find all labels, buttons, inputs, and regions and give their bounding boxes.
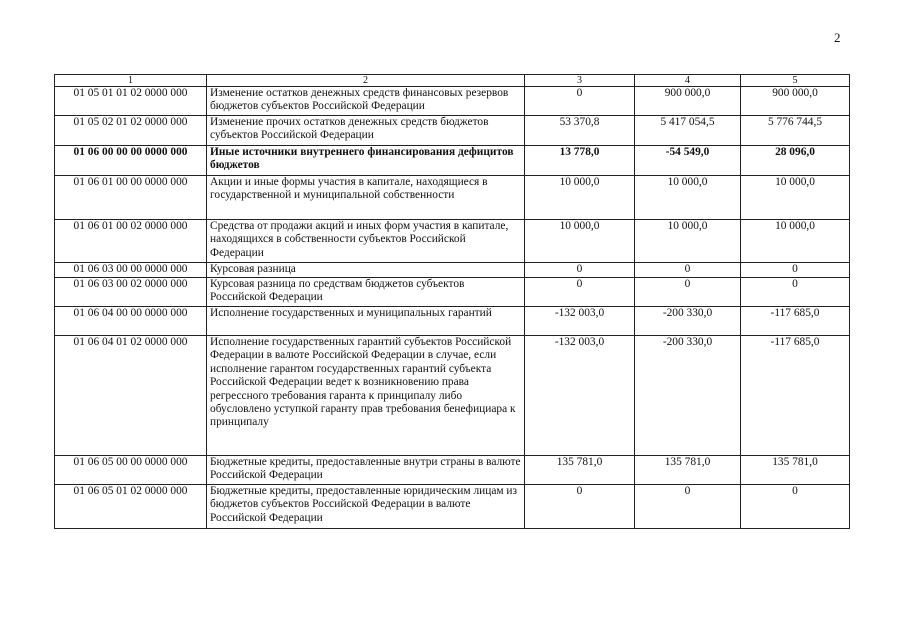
value-col4: 10 000,0	[635, 176, 741, 220]
value-col5: 0	[741, 263, 850, 278]
table-row	[55, 220, 850, 263]
table-row	[55, 336, 850, 456]
value-col3: 135 781,0	[525, 456, 635, 485]
table-row	[55, 278, 850, 307]
column-number: 3	[525, 75, 635, 87]
value-col5: 5 776 744,5	[741, 116, 850, 146]
row-name: Исполнение государственных гарантий субъектов Российской Федерации в валюте Российской Федерации в случае, если исполнение гарантом государственных гарантий субъекта Российской Федерации ведет к возникновению права регрессного требования гаранта к принципалу либо обусловлено уступкой гаранту прав требования бенефициара к принципалу	[207, 336, 525, 456]
value-col3: 0	[525, 87, 635, 116]
value-col5: 10 000,0	[741, 176, 850, 220]
value-col5: -117 685,0	[741, 336, 850, 456]
row-name: Курсовая разница	[207, 263, 525, 278]
value-col4: 0	[635, 263, 741, 278]
row-name: Бюджетные кредиты, предоставленные внутри страны в валюте Российской Федерации	[207, 456, 525, 485]
classification-code: 01 06 03 00 02 0000 000	[55, 278, 207, 307]
row-name: Средства от продажи акций и иных форм участия в капитале, находящихся в собственности субъектов Российской Федерации	[207, 220, 525, 263]
value-col4: 900 000,0	[635, 87, 741, 116]
value-col4: 0	[635, 485, 741, 529]
classification-code: 01 06 04 00 00 0000 000	[55, 307, 207, 336]
value-col4: 5 417 054,5	[635, 116, 741, 146]
classification-code: 01 05 02 01 02 0000 000	[55, 116, 207, 146]
classification-code: 01 06 03 00 00 0000 000	[55, 263, 207, 278]
classification-code: 01 06 01 00 02 0000 000	[55, 220, 207, 263]
row-name: Исполнение государственных и муниципальных гарантий	[207, 307, 525, 336]
value-col4: 10 000,0	[635, 220, 741, 263]
value-col3: 0	[525, 485, 635, 529]
column-number-row	[55, 75, 850, 87]
table-row	[55, 307, 850, 336]
row-name: Изменение остатков денежных средств финансовых резервов бюджетов субъектов Российской Федерации	[207, 87, 525, 116]
value-col5: 900 000,0	[741, 87, 850, 116]
table-row	[55, 263, 850, 278]
value-col3: 10 000,0	[525, 220, 635, 263]
table-row	[55, 485, 850, 529]
column-number: 4	[635, 75, 741, 87]
value-col3: -132 003,0	[525, 336, 635, 456]
value-col5: -117 685,0	[741, 307, 850, 336]
value-col5: 10 000,0	[741, 220, 850, 263]
column-number: 1	[55, 75, 207, 87]
budget-sources-table	[54, 74, 850, 529]
column-number: 5	[741, 75, 850, 87]
value-col5: 28 096,0	[741, 146, 850, 176]
value-col5: 0	[741, 278, 850, 307]
value-col3: 13 778,0	[525, 146, 635, 176]
page-number: 2	[834, 30, 841, 45]
value-col3: -132 003,0	[525, 307, 635, 336]
value-col5: 135 781,0	[741, 456, 850, 485]
value-col5: 0	[741, 485, 850, 529]
classification-code: 01 06 04 01 02 0000 000	[55, 336, 207, 456]
value-col3: 53 370,8	[525, 116, 635, 146]
row-name: Иные источники внутреннего финансирования дефицитов бюджетов	[207, 146, 525, 176]
value-col4: -54 549,0	[635, 146, 741, 176]
table-row	[55, 176, 850, 220]
value-col3: 10 000,0	[525, 176, 635, 220]
classification-code: 01 05 01 01 02 0000 000	[55, 87, 207, 116]
classification-code: 01 06 01 00 00 0000 000	[55, 176, 207, 220]
value-col4: -200 330,0	[635, 307, 741, 336]
table-row	[55, 456, 850, 485]
table-row	[55, 116, 850, 146]
value-col3: 0	[525, 263, 635, 278]
table-row	[55, 87, 850, 116]
column-number: 2	[207, 75, 525, 87]
value-col4: 0	[635, 278, 741, 307]
table-row	[55, 146, 850, 176]
row-name: Бюджетные кредиты, предоставленные юридическим лицам из бюджетов субъектов Российской Федерации в валюте Российской Федерации	[207, 485, 525, 529]
row-name: Акции и иные формы участия в капитале, находящиеся в государственной и муниципальной собственности	[207, 176, 525, 220]
classification-code: 01 06 05 01 02 0000 000	[55, 485, 207, 529]
value-col3: 0	[525, 278, 635, 307]
classification-code: 01 06 05 00 00 0000 000	[55, 456, 207, 485]
classification-code: 01 06 00 00 00 0000 000	[55, 146, 207, 176]
value-col4: -200 330,0	[635, 336, 741, 456]
value-col4: 135 781,0	[635, 456, 741, 485]
row-name: Курсовая разница по средствам бюджетов субъектов Российской Федерации	[207, 278, 525, 307]
row-name: Изменение прочих остатков денежных средств бюджетов субъектов Российской Федерации	[207, 116, 525, 146]
